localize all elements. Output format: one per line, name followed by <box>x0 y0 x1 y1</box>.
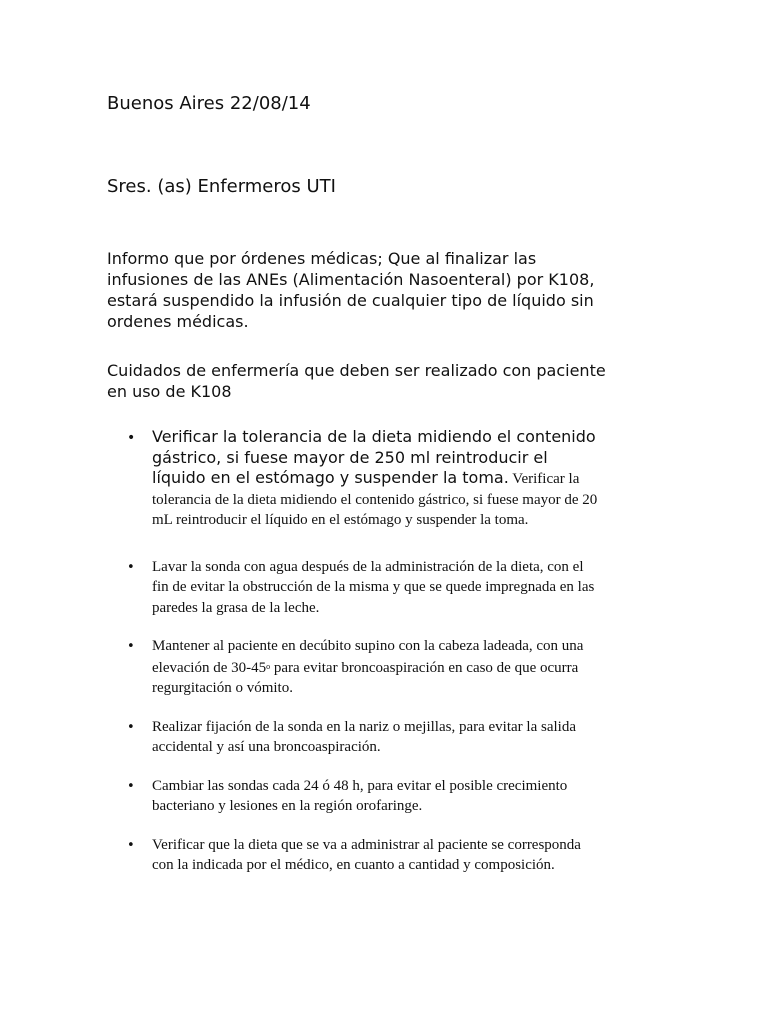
list-item <box>127 557 667 619</box>
care-title <box>107 360 667 402</box>
item-text-segment: para evitar broncoaspiración en caso de que ocurra <box>270 659 579 676</box>
item-text-line: Verificar que la dieta que se va a administrar al paciente se corresponda <box>152 836 581 853</box>
intro-line: ordenes médicas. <box>107 312 249 331</box>
item-text-line-mixed <box>152 468 667 490</box>
bullet-icon: • <box>127 639 135 654</box>
item-text-line: Cambiar las sondas cada 24 ó 48 h, para evitar el posible crecimiento <box>152 777 568 794</box>
item-text-line: paredes la grasa de la leche. <box>152 599 320 616</box>
item-text-line: tolerancia de la dieta midiendo el contenido gástrico, si fuese mayor de 20 <box>152 491 598 508</box>
item-text-line: regurgitación o vómito. <box>152 680 293 696</box>
care-list <box>127 427 667 894</box>
degree-mark: o <box>266 661 271 671</box>
intro-line: Informo que por órdenes médicas; Que al finalizar las <box>107 249 537 268</box>
item-text-segment: elevación de 30-45 <box>152 659 267 676</box>
date-line: Buenos Aires 22/08/14 <box>107 93 311 114</box>
bullet-icon: • <box>127 559 135 575</box>
list-item <box>127 776 667 817</box>
recipient-line: Sres. (as) Enfermeros UTI <box>107 176 336 197</box>
bullet-icon: • <box>127 778 135 794</box>
list-item <box>127 835 667 876</box>
intro-line: infusiones de las ANEs (Alimentación Nasoenteral) por K108, <box>107 270 595 289</box>
item-text-line: Realizar fijación de la sonda en la nariz o mejillas, para evitar la salida <box>152 718 576 735</box>
item-text-line: con la indicada por el médico, en cuanto a cantidad y composición. <box>152 857 555 873</box>
item-text-line: Mantener al paciente en decúbito supino con la cabeza ladeada, con una <box>152 638 584 654</box>
item-text-line-mixed <box>152 657 667 679</box>
care-title-line: en uso de K108 <box>107 382 232 401</box>
intro-paragraph <box>107 248 667 332</box>
bullet-icon: • <box>127 719 135 735</box>
item-text-line: Verificar la tolerancia de la dieta midiendo el contenido <box>152 427 596 446</box>
care-title-line: Cuidados de enfermería que deben ser realizado con paciente <box>107 361 606 380</box>
intro-line: estará suspendido la infusión de cualquier tipo de líquido sin <box>107 291 594 310</box>
bullet-icon: • <box>127 837 135 853</box>
item-text-line: mL reintroducir el líquido en el estómago y suspender la toma. <box>152 512 529 528</box>
list-item <box>127 636 667 699</box>
bullet-icon: • <box>127 430 136 446</box>
item-text-line: fin de evitar la obstrucción de la misma y que se quede impregnada en las <box>152 579 595 595</box>
item-text-segment: líquido en el estómago y suspender la toma. <box>152 468 509 487</box>
list-item <box>127 427 667 531</box>
item-text-line: Lavar la sonda con agua después de la administración de la dieta, con el <box>152 558 584 575</box>
item-text-line: gástrico, si fuese mayor de 250 ml reintroducir el <box>152 447 548 467</box>
item-text-line: accidental y así una broncoaspiración. <box>152 739 381 755</box>
item-text-segment: Verificar la <box>508 471 580 487</box>
list-item <box>127 717 667 758</box>
item-text-line: bacteriano y lesiones en la región orofaringe. <box>152 798 423 814</box>
